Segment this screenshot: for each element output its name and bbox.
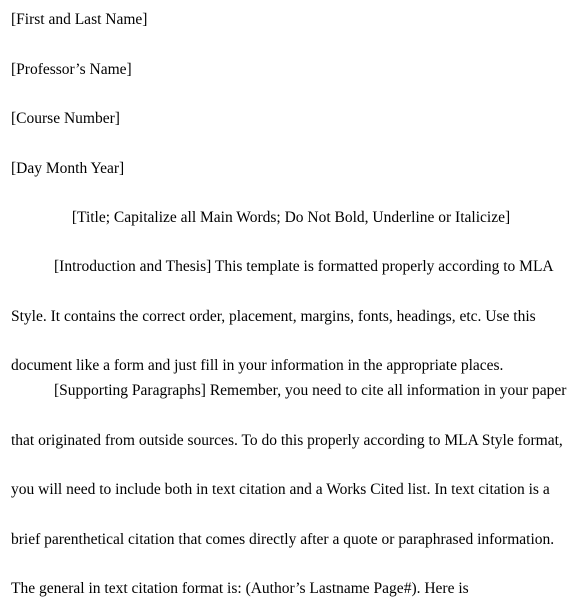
course-number: [Course Number] bbox=[11, 110, 120, 127]
professor-name: [Professor’s Name] bbox=[11, 61, 132, 78]
student-name: [First and Last Name] bbox=[11, 11, 148, 28]
date-line: [Day Month Year] bbox=[11, 160, 125, 177]
paper-title: [Title; Capitalize all Main Words; Do Not Bold, Underline or Italicize] bbox=[71, 209, 511, 226]
supporting-paragraph: [Supporting Paragraphs] Remember, you need to cite all information in your paper that originated from outside sources. To do this properly according to MLA Style format, you will need to include both in text citation and a Works Cited list. In text citation is a brief parenthetical citation that comes directly after a quote or paraphrased information. The general in text citation format is: (Author’s Lastname Page#). Here is bbox=[11, 382, 567, 597]
intro-paragraph: [Introduction and Thesis] This template is formatted properly according to MLA Style. It contains the correct order, placement, margins, fonts, headings, etc. Use this document like a form and just fill in your information in the appropriate places. bbox=[11, 258, 553, 374]
